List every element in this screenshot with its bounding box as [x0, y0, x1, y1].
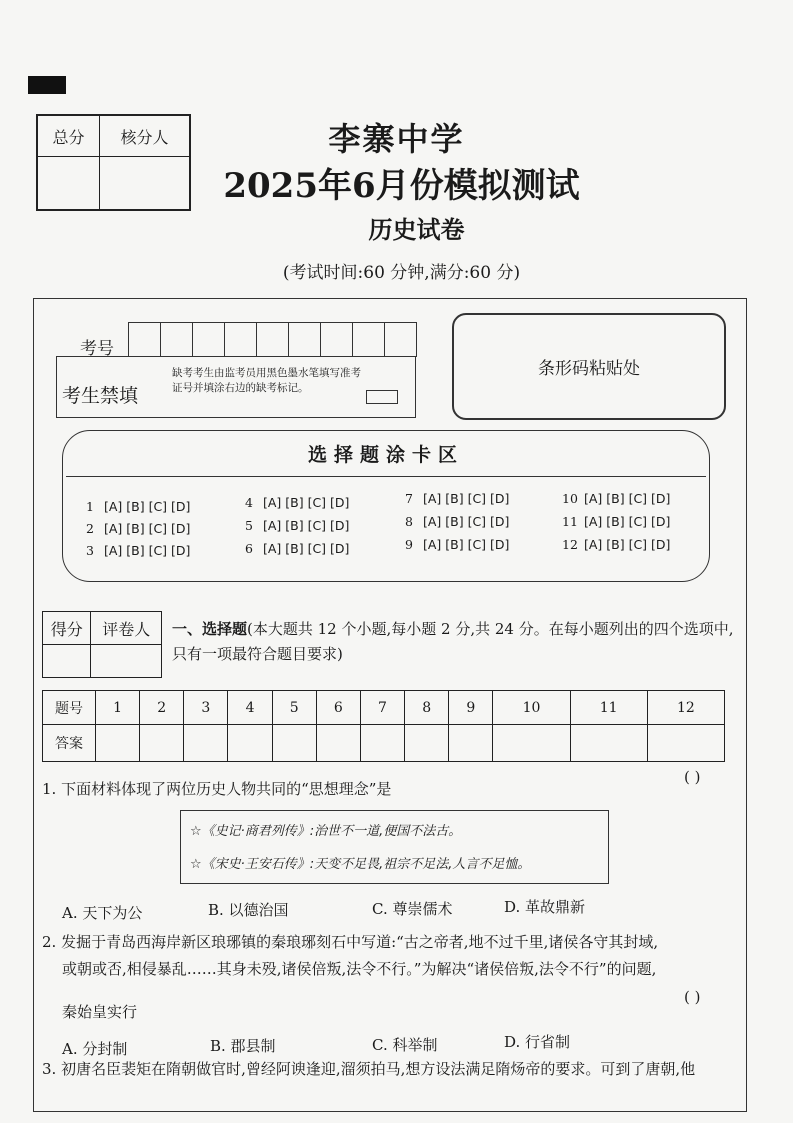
- kaohao-cell[interactable]: [321, 323, 353, 356]
- answer-cell[interactable]: [360, 725, 404, 762]
- barcode-label: 条形码粘贴处: [538, 359, 640, 379]
- question-number: 1: [96, 691, 140, 725]
- choice-item-10[interactable]: 10 [A] [B] [C] [D]: [562, 491, 671, 506]
- question-number: 3: [184, 691, 228, 725]
- choice-item-5[interactable]: 5 [A] [B] [C] [D]: [245, 518, 350, 533]
- q1-quote-2: ☆《宋史·王安石传》:天变不足畏,祖宗不足法,人言不足恤。: [190, 857, 531, 872]
- question-number: 10: [493, 691, 570, 725]
- answer-cell[interactable]: [449, 725, 493, 762]
- q1-option-a[interactable]: A. 天下为公: [62, 904, 143, 922]
- q1-answer-paren[interactable]: ( ): [684, 768, 701, 786]
- q1-option-b[interactable]: B. 以德治国: [208, 901, 289, 919]
- kaohao-cell[interactable]: [353, 323, 385, 356]
- choice-item-9[interactable]: 9 [A] [B] [C] [D]: [405, 537, 510, 552]
- choice-item-1[interactable]: 1 [A] [B] [C] [D]: [86, 499, 191, 514]
- q1-stem: 1. 下面材料体现了两位历史人物共同的“思想理念”是: [42, 780, 392, 798]
- answer-table: [42, 690, 725, 762]
- question-number: 2: [140, 691, 184, 725]
- row-label-number: 题号: [43, 691, 96, 725]
- divider: [66, 476, 706, 477]
- answer-cell[interactable]: [316, 725, 360, 762]
- question-number: 9: [449, 691, 493, 725]
- choice-item-4[interactable]: 4 [A] [B] [C] [D]: [245, 495, 350, 510]
- q2-answer-paren[interactable]: ( ): [684, 988, 701, 1006]
- reviewer-cell[interactable]: [91, 645, 162, 678]
- forbid-label: 考生禁填: [62, 385, 139, 407]
- q2-option-c[interactable]: C. 科举制: [372, 1036, 438, 1054]
- question-number: 4: [228, 691, 272, 725]
- choice-item-3[interactable]: 3 [A] [B] [C] [D]: [86, 543, 191, 558]
- question-number: 12: [647, 691, 724, 725]
- kaohao-cell[interactable]: [225, 323, 257, 356]
- kaohao-cell[interactable]: [129, 323, 161, 356]
- question-number: 8: [405, 691, 449, 725]
- answer-cell[interactable]: [184, 725, 228, 762]
- reviewer-label: 评卷人: [91, 612, 162, 645]
- row-label-answer: 答案: [43, 725, 96, 762]
- section-description: (本大题共 12 个小题,每小题 2 分,共 24 分。在每小题列出的四个选项中,只有一项最符合题目要求): [172, 620, 734, 663]
- question-number: 7: [360, 691, 404, 725]
- answer-cell[interactable]: [228, 725, 272, 762]
- q2-line-2: 或朝或否,相侵暴乱……其身未殁,诸侯倍叛,法令不行。”为解决“诸侯倍叛,法令不行”的问题,: [62, 960, 657, 978]
- q1-quote-1: ☆《史记·商君列传》:治世不一道,便国不法古。: [190, 824, 462, 839]
- q2-line-1: 2. 发掘于青岛西海岸新区琅琊镇的秦琅琊刻石中写道:“古之帝者,地不过千里,诸侯各守其封域,: [42, 933, 659, 951]
- question-number: 5: [272, 691, 316, 725]
- checker-label: 核分人: [99, 115, 190, 157]
- forbid-instructions: 缺考考生由监考员用黑色墨水笔填写准考证号并填涂右边的缺考标记。: [172, 367, 361, 394]
- score-label: 得分: [43, 612, 91, 645]
- question-number: 6: [316, 691, 360, 725]
- absent-mark-box[interactable]: [366, 390, 398, 404]
- q2-option-a[interactable]: A. 分封制: [62, 1040, 128, 1058]
- q2-option-b[interactable]: B. 郡县制: [210, 1037, 276, 1055]
- q2-option-d[interactable]: D. 行省制: [504, 1033, 571, 1051]
- kaohao-cell[interactable]: [385, 323, 416, 356]
- choice-item-7[interactable]: 7 [A] [B] [C] [D]: [405, 491, 510, 506]
- kaohao-cell[interactable]: [161, 323, 193, 356]
- section-heading: [172, 617, 742, 667]
- answer-cell[interactable]: [647, 725, 724, 762]
- total-score-label: 总分: [37, 115, 99, 157]
- q2-line-3: 秦始皇实行: [62, 1003, 138, 1021]
- choice-item-12[interactable]: 12 [A] [B] [C] [D]: [562, 537, 671, 552]
- answer-cell[interactable]: [493, 725, 570, 762]
- answer-cell[interactable]: [272, 725, 316, 762]
- exam-title: 2025年6月份模拟测试: [223, 166, 580, 206]
- choice-area-title: 选择题涂卡区: [307, 444, 464, 466]
- q1-option-c[interactable]: C. 尊崇儒术: [372, 900, 453, 918]
- kaohao-grid[interactable]: [128, 322, 417, 357]
- section-title: 一、选择题: [172, 620, 248, 638]
- answer-cell[interactable]: [405, 725, 449, 762]
- q3-line-1: 3. 初唐名臣裴矩在隋朝做官时,曾经阿谀逢迎,溜须拍马,想方设法满足隋炀帝的要求。可到了唐朝,他: [42, 1060, 696, 1078]
- grader-box: [42, 611, 162, 678]
- choice-item-6[interactable]: 6 [A] [B] [C] [D]: [245, 541, 350, 556]
- exam-time: (考试时间:60 分钟,满分:60 分): [282, 263, 521, 283]
- question-number: 11: [570, 691, 647, 725]
- choice-item-11[interactable]: 11 [A] [B] [C] [D]: [562, 514, 671, 529]
- kaohao-cell[interactable]: [193, 323, 225, 356]
- score-cell[interactable]: [43, 645, 91, 678]
- barcode-area: [452, 313, 726, 420]
- q1-option-d[interactable]: D. 革故鼎新: [504, 898, 586, 916]
- kaohao-label: 考号: [80, 339, 114, 359]
- kaohao-cell[interactable]: [289, 323, 321, 356]
- kaohao-cell[interactable]: [257, 323, 289, 356]
- school-name: 李寨中学: [328, 120, 465, 158]
- answer-cell[interactable]: [570, 725, 647, 762]
- registration-mark: [28, 76, 66, 94]
- choice-item-2[interactable]: 2 [A] [B] [C] [D]: [86, 521, 191, 536]
- answer-cell[interactable]: [96, 725, 140, 762]
- subject-title: 历史试卷: [368, 215, 465, 244]
- choice-item-8[interactable]: 8 [A] [B] [C] [D]: [405, 514, 510, 529]
- answer-cell[interactable]: [140, 725, 184, 762]
